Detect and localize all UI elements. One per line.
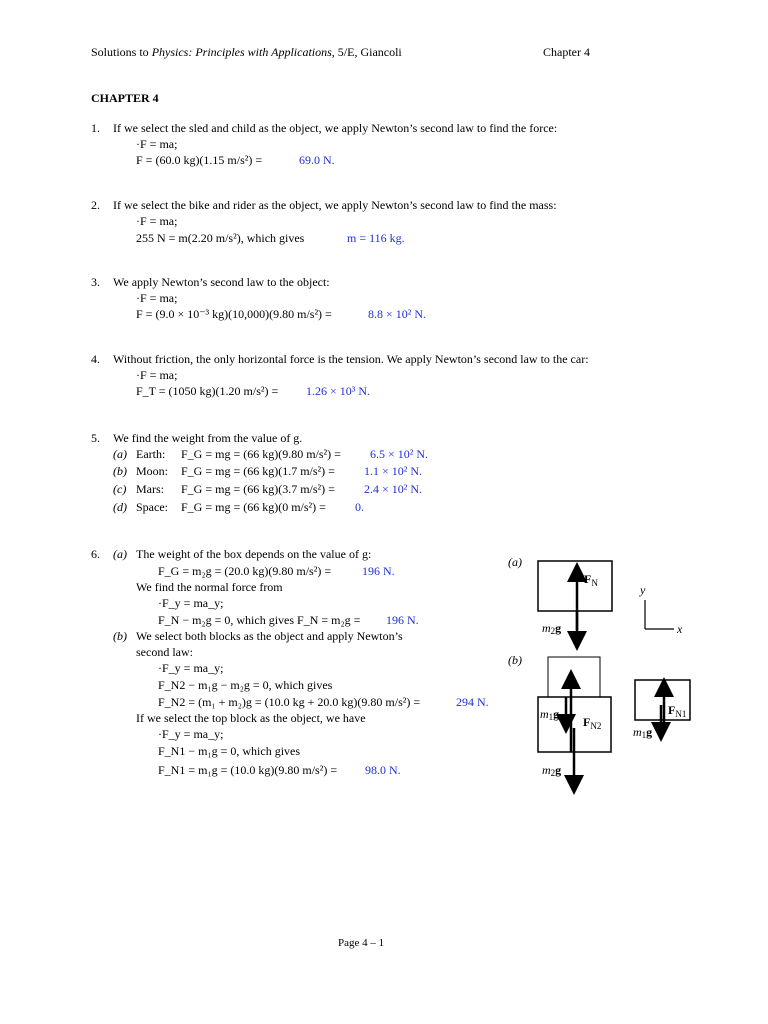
- text-line: If we select the top block as the object, we have: [136, 711, 366, 725]
- equation-line: F_N2 = (m₁ + m₂)g = (10.0 kg + 20.0 kg)(9.80 m/s²) =: [158, 695, 421, 709]
- part-label: (b): [113, 464, 127, 478]
- equation-line: ·F = ma;: [136, 368, 178, 382]
- part-place: Earth:: [136, 447, 166, 461]
- text-line: We find the normal force from: [136, 580, 283, 594]
- problem-number: 2.: [91, 198, 100, 212]
- x-axis-label: x: [677, 622, 683, 636]
- normal-force-2-label: $F_{N2}$: [583, 715, 602, 731]
- answer: 196 N.: [386, 613, 419, 627]
- part-expression: F_G = mg = (66 kg)(9.80 m/s²) =: [181, 447, 341, 461]
- problem-number: 3.: [91, 275, 100, 289]
- running-header: Solutions to Physics: Principles with Applications, 5/E, Giancoli: [91, 45, 402, 59]
- problem-intro: We apply Newton’s second law to the object:: [113, 275, 330, 289]
- part-label: (b): [113, 629, 127, 643]
- equation-line: F_N1 = m₁g = (10.0 kg)(9.80 m/s²) =: [158, 763, 338, 777]
- figure-label-b: (b): [508, 653, 522, 667]
- part-expression: F_G = mg = (66 kg)(3.7 m/s²) =: [181, 482, 335, 496]
- equation-line: F_N1 − m₁g = 0, which gives: [158, 744, 301, 758]
- answer: 1.26 × 10³ N.: [306, 384, 371, 398]
- page-number: Page 4 – 1: [338, 937, 385, 949]
- answer: 2.4 × 10² N.: [364, 482, 423, 496]
- answer: 0.: [355, 500, 364, 514]
- normal-force-1-label: $F_{N1}$: [668, 703, 687, 719]
- part-label: (c): [113, 482, 127, 496]
- problem-intro: We find the weight from the value of g.: [113, 431, 303, 445]
- part-label: (d): [113, 500, 127, 514]
- header-chapter: Chapter 4: [543, 45, 590, 59]
- bottom-weight-label: m2g: [542, 763, 562, 778]
- part-expression: F_G = mg = (66 kg)(1.7 m/s²) =: [181, 464, 335, 478]
- answer: 69.0 N.: [299, 153, 335, 167]
- equation-line: F_N − m₂g = 0, which gives F_N = m₂g =: [158, 613, 361, 627]
- part-place: Mars:: [136, 482, 164, 496]
- answer: 8.8 × 10² N.: [368, 307, 427, 321]
- top-alone-weight-label: m1g: [633, 725, 653, 740]
- part-intro: second law:: [136, 645, 193, 659]
- problem-number: 5.: [91, 431, 100, 445]
- answer: 1.1 × 10² N.: [364, 464, 423, 478]
- y-axis-label: y: [640, 583, 646, 597]
- equation-line: ·F_y = ma_y;: [158, 596, 224, 610]
- equation-line: F_T = (1050 kg)(1.20 m/s²) =: [136, 384, 279, 398]
- problem-intro: If we select the sled and child as the object, we apply Newton’s second law to find the force:: [113, 121, 558, 135]
- part-label: (a): [113, 447, 127, 461]
- part-expression: F_G = mg = (66 kg)(0 m/s²) =: [181, 500, 326, 514]
- equation-line: 255 N = m(2.20 m/s²), which gives: [136, 231, 305, 245]
- chapter-heading: CHAPTER 4: [91, 91, 159, 105]
- equation-line: F = (60.0 kg)(1.15 m/s²) =: [136, 153, 263, 167]
- equation-line: ·F_y = ma_y;: [158, 661, 224, 675]
- equation-line: ·F = ma;: [136, 137, 178, 151]
- normal-force-label: $F_N$: [584, 572, 598, 588]
- equation-line: F = (9.0 × 10⁻³ kg)(10,000)(9.80 m/s²) =: [136, 307, 332, 321]
- part-place: Moon:: [136, 464, 169, 478]
- equation-line: F_G = m₂g = (20.0 kg)(9.80 m/s²) =: [158, 564, 332, 578]
- equation-line: ·F = ma;: [136, 291, 178, 305]
- answer: m = 116 kg.: [347, 231, 405, 245]
- answer: 196 N.: [362, 564, 395, 578]
- problem-number: 6.: [91, 547, 100, 561]
- problem-number: 4.: [91, 352, 100, 366]
- top-weight-label: m1g: [540, 707, 560, 722]
- equation-line: ·F = ma;: [136, 214, 178, 228]
- part-intro: The weight of the box depends on the value of g:: [136, 547, 372, 561]
- part-place: Space:: [136, 500, 168, 514]
- part-intro: We select both blocks as the object and apply Newton’s: [136, 629, 403, 643]
- box-a: [538, 561, 612, 611]
- top-block: [548, 657, 600, 697]
- equation-line: ·F_y = ma_y;: [158, 727, 224, 741]
- weight-label: m2g: [542, 621, 562, 636]
- figure-label-a: (a): [508, 555, 522, 569]
- answer: 98.0 N.: [365, 763, 401, 777]
- answer: 294 N.: [456, 695, 489, 709]
- problem-number: 1.: [91, 121, 100, 135]
- part-label: (a): [113, 547, 127, 561]
- problem-intro: If we select the bike and rider as the object, we apply Newton’s second law to find the mass:: [113, 198, 557, 212]
- answer: 6.5 × 10² N.: [370, 447, 429, 461]
- problem-intro: Without friction, the only horizontal force is the tension. We apply Newton’s second law to the car:: [113, 352, 589, 366]
- equation-line: F_N2 − m₁g − m₂g = 0, which gives: [158, 678, 333, 692]
